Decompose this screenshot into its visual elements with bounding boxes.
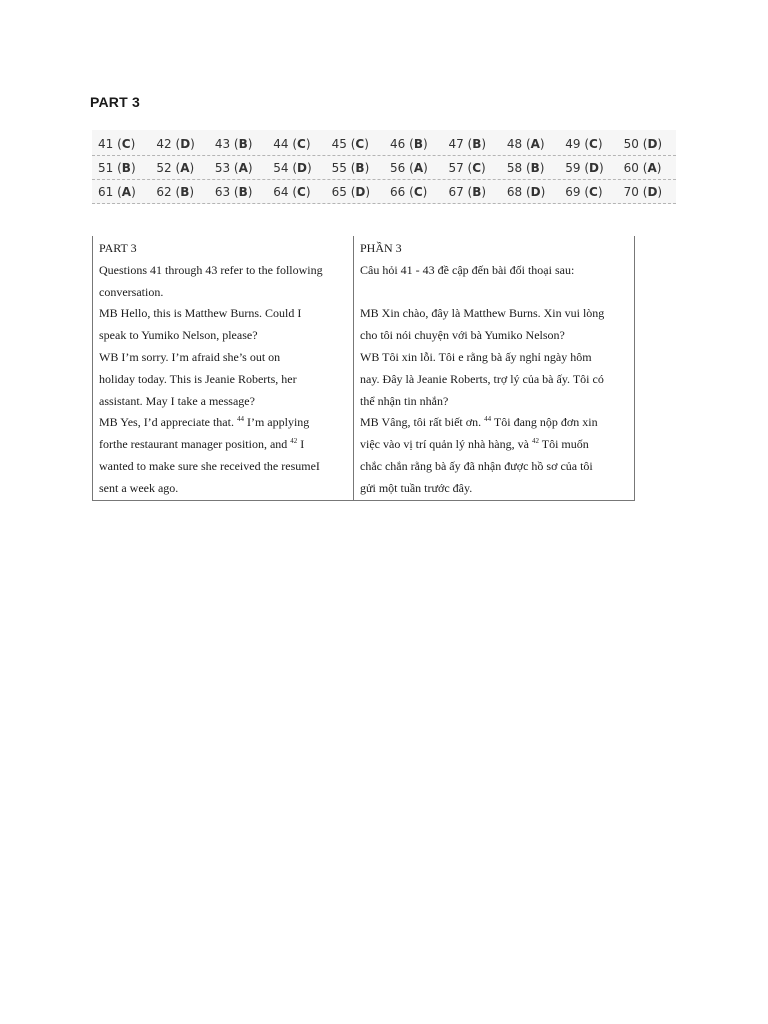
question-number: 64 bbox=[273, 184, 289, 199]
vietnamese-line bbox=[360, 456, 628, 478]
english-text: sent a week ago. bbox=[99, 480, 179, 495]
answer-letter: B bbox=[238, 136, 248, 151]
question-number: 61 bbox=[98, 184, 114, 199]
english-line bbox=[99, 478, 347, 500]
answer-key-cell: 55 (B) bbox=[331, 160, 370, 175]
vietnamese-text: Câu hỏi 41 - 43 đề cập đến bài đối thoại sau: bbox=[360, 262, 575, 277]
answer-key-cell: 47 (B) bbox=[448, 136, 487, 151]
answer-letter: A bbox=[238, 160, 248, 175]
question-number: 47 bbox=[448, 136, 464, 151]
english-text: speak to Yumiko Nelson, please? bbox=[99, 328, 258, 343]
answer-key-cell: 68 (D) bbox=[506, 184, 546, 199]
vietnamese-line bbox=[360, 325, 628, 347]
english-line bbox=[99, 347, 347, 369]
answer-key-cell: 59 (D) bbox=[565, 160, 604, 175]
answer-key-cell: 43 (B) bbox=[214, 136, 253, 151]
english-line bbox=[99, 325, 347, 347]
vietnamese-line bbox=[360, 391, 628, 413]
answer-letter: C bbox=[413, 184, 423, 199]
question-reference: 44 bbox=[236, 415, 244, 424]
answer-letter: B bbox=[238, 184, 248, 199]
english-line bbox=[99, 260, 347, 282]
question-reference: 44 bbox=[484, 415, 492, 424]
answer-key-cell: 56 (A) bbox=[390, 160, 428, 175]
english-line bbox=[99, 412, 347, 434]
question-number: 57 bbox=[448, 160, 464, 175]
transcript-table bbox=[92, 236, 635, 501]
question-reference: 42 bbox=[531, 437, 539, 446]
answer-letter: D bbox=[530, 184, 541, 199]
vietnamese-line bbox=[360, 478, 628, 500]
question-number: 51 bbox=[98, 160, 114, 175]
question-number: 59 bbox=[565, 160, 581, 175]
answer-key-cell: 51 (B) bbox=[98, 160, 136, 175]
english-text: conversation. bbox=[99, 284, 164, 299]
answer-key-cell: 50 (D) bbox=[623, 136, 663, 151]
answer-letter: C bbox=[472, 160, 482, 175]
vietnamese-text: MB Vâng, tôi rất biết ơn. bbox=[360, 415, 482, 430]
english-text: PART 3 bbox=[99, 241, 137, 255]
vietnamese-line bbox=[360, 369, 628, 391]
answer-letter: B bbox=[472, 136, 482, 151]
question-number: 42 bbox=[156, 136, 172, 151]
question-number: 48 bbox=[506, 136, 523, 151]
question-number: 63 bbox=[214, 184, 231, 199]
answer-letter: C bbox=[121, 136, 131, 151]
answer-letter: D bbox=[589, 160, 599, 175]
answer-key-cell: 44 (C) bbox=[273, 136, 311, 151]
question-number: 60 bbox=[623, 160, 639, 175]
question-number: 54 bbox=[273, 160, 289, 175]
question-number: 44 bbox=[273, 136, 289, 151]
answer-letter: B bbox=[472, 184, 482, 199]
answer-key-cell: 41 (C) bbox=[98, 136, 136, 151]
answer-letter: C bbox=[589, 136, 598, 151]
question-number: 69 bbox=[565, 184, 581, 199]
answer-key-row bbox=[92, 156, 676, 180]
vietnamese-text: gửi một tuần trước đây. bbox=[360, 480, 473, 495]
english-text: WB I’m sorry. I’m afraid she’s out on bbox=[99, 349, 281, 364]
answer-letter: A bbox=[647, 160, 657, 175]
answer-letter: B bbox=[413, 136, 423, 151]
answer-key-cell: 46 (B) bbox=[390, 136, 428, 151]
answer-letter: C bbox=[589, 184, 598, 199]
answer-letter: D bbox=[355, 184, 366, 199]
page-title: PART 3 bbox=[90, 94, 140, 110]
answer-key-cell: 48 (A) bbox=[506, 136, 545, 151]
answer-letter: A bbox=[530, 136, 540, 151]
answer-letter: D bbox=[647, 184, 658, 199]
question-number: 45 bbox=[331, 136, 347, 151]
vietnamese-line bbox=[360, 303, 628, 325]
vietnamese-text: PHẦN 3 bbox=[360, 241, 402, 255]
vietnamese-line bbox=[360, 434, 628, 456]
answer-key-cell: 67 (B) bbox=[448, 184, 487, 199]
answer-key-cell: 65 (D) bbox=[331, 184, 371, 199]
english-text: Questions 41 through 43 refer to the following bbox=[99, 262, 323, 277]
english-line bbox=[99, 391, 347, 413]
answer-letter: C bbox=[297, 184, 306, 199]
vietnamese-text: Tôi đang nộp đơn xin bbox=[491, 415, 598, 430]
vietnamese-line bbox=[360, 260, 628, 282]
question-number: 43 bbox=[214, 136, 231, 151]
english-column bbox=[93, 236, 354, 500]
question-reference: 42 bbox=[290, 437, 298, 446]
answer-letter: D bbox=[180, 136, 191, 151]
answer-letter: A bbox=[413, 160, 424, 175]
vietnamese-column bbox=[354, 236, 634, 500]
vietnamese-line bbox=[360, 412, 628, 434]
answer-key-cell: 45 (C) bbox=[331, 136, 369, 151]
english-line bbox=[99, 238, 347, 260]
english-line bbox=[99, 303, 347, 325]
question-number: 52 bbox=[156, 160, 172, 175]
answer-key-cell: 69 (C) bbox=[565, 184, 603, 199]
question-number: 56 bbox=[390, 160, 406, 175]
answer-letter: B bbox=[121, 160, 131, 175]
english-text: I bbox=[297, 437, 305, 452]
vietnamese-text: Tôi muốn bbox=[538, 437, 589, 452]
english-text: forthe restaurant manager position, and bbox=[99, 437, 288, 452]
answer-letter: D bbox=[647, 136, 658, 151]
question-number: 49 bbox=[565, 136, 581, 151]
answer-key-cell: 61 (A) bbox=[98, 184, 136, 199]
answer-letter: A bbox=[121, 184, 132, 199]
answer-key-cell: 54 (D) bbox=[273, 160, 312, 175]
question-number: 67 bbox=[448, 184, 464, 199]
question-number: 68 bbox=[506, 184, 523, 199]
answer-key-cell: 63 (B) bbox=[214, 184, 253, 199]
answer-letter: B bbox=[355, 160, 365, 175]
question-number: 62 bbox=[156, 184, 172, 199]
answer-key-cell: 58 (B) bbox=[506, 160, 545, 175]
vietnamese-text: nay. Đây là Jeanie Roberts, trợ lý của bà ấy. Tôi có bbox=[360, 371, 604, 386]
vietnamese-text: cho tôi nói chuyện với bà Yumiko Nelson? bbox=[360, 328, 565, 343]
vietnamese-text: MB Xin chào, đây là Matthew Burns. Xin vui lòng bbox=[360, 306, 605, 321]
vietnamese-text: việc vào vị trí quản lý nhà hàng, và bbox=[360, 437, 529, 452]
english-text: MB Hello, this is Matthew Burns. Could I bbox=[99, 306, 302, 321]
english-text: wanted to make sure she received the resumeI bbox=[99, 458, 320, 473]
english-line bbox=[99, 434, 347, 456]
vietnamese-line bbox=[360, 238, 628, 260]
english-text: assistant. May I take a message? bbox=[99, 393, 255, 408]
answer-letter: C bbox=[355, 136, 365, 151]
english-line bbox=[99, 282, 347, 304]
vietnamese-text: chắc chắn rằng bà ấy đã nhận được hồ sơ của tôi bbox=[360, 458, 593, 473]
question-number: 53 bbox=[214, 160, 231, 175]
answer-key-cell: 62 (B) bbox=[156, 184, 195, 199]
english-line bbox=[99, 369, 347, 391]
vietnamese-line bbox=[360, 282, 628, 304]
answer-letter: A bbox=[180, 160, 190, 175]
english-line bbox=[99, 456, 347, 478]
answer-letter: C bbox=[297, 136, 306, 151]
question-number: 55 bbox=[331, 160, 347, 175]
answer-key-cell: 49 (C) bbox=[565, 136, 603, 151]
answer-key-cell: 53 (A) bbox=[214, 160, 253, 175]
question-number: 70 bbox=[623, 184, 639, 199]
answer-letter: B bbox=[530, 160, 540, 175]
answer-key-cell: 57 (C) bbox=[448, 160, 486, 175]
answer-key-row bbox=[92, 180, 676, 204]
answer-letter: B bbox=[180, 184, 190, 199]
answer-letter: D bbox=[297, 160, 307, 175]
english-text: I’m applying bbox=[243, 415, 310, 430]
answer-key-cell: 64 (C) bbox=[273, 184, 311, 199]
question-number: 46 bbox=[390, 136, 406, 151]
vietnamese-line bbox=[360, 347, 628, 369]
answer-key-cell: 52 (A) bbox=[156, 160, 195, 175]
question-number: 65 bbox=[331, 184, 347, 199]
vietnamese-text: thể nhận tin nhắn? bbox=[360, 393, 449, 408]
answer-key-cell: 60 (A) bbox=[623, 160, 662, 175]
question-number: 50 bbox=[623, 136, 639, 151]
vietnamese-text: WB Tôi xin lỗi. Tôi e rằng bà ấy nghỉ ngày hôm bbox=[360, 349, 592, 364]
question-number: 58 bbox=[506, 160, 523, 175]
question-number: 41 bbox=[98, 136, 114, 151]
answer-key-cell: 42 (D) bbox=[156, 136, 195, 151]
question-number: 66 bbox=[390, 184, 406, 199]
answer-key-table bbox=[92, 130, 676, 204]
answer-key-cell: 66 (C) bbox=[390, 184, 428, 199]
english-text: holiday today. This is Jeanie Roberts, her bbox=[99, 371, 297, 386]
answer-key-row bbox=[92, 132, 676, 156]
answer-key-cell: 70 (D) bbox=[623, 184, 663, 199]
english-text: MB Yes, I’d appreciate that. bbox=[99, 415, 234, 430]
